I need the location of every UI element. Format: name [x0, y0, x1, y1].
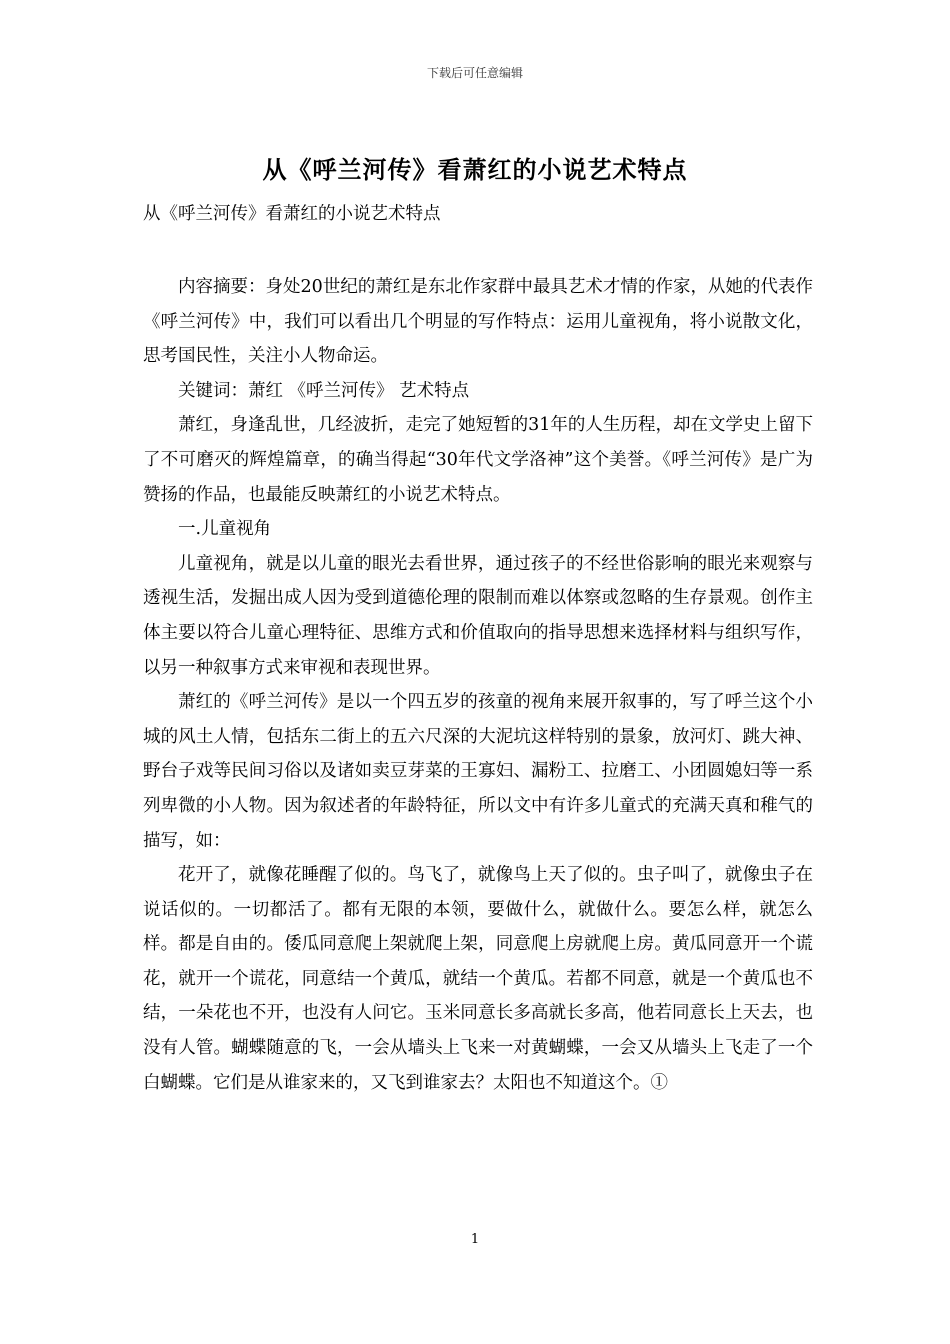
page-number: 1 — [470, 1232, 480, 1247]
page-header-note: 下载后可任意编辑 — [426, 66, 523, 80]
body-paragraph: 儿童视角，就是以儿童的眼光去看世界，通过孩子的不经世俗影响的眼光来观察与透视生活，发掘出成人因为受到道德伦理的限制而难以体察或忽略的生存景观。创作主体主要以符合儿童心理特征、思维方式和价值取向的指导思想来选择材料与组织写作，以另一种叙事方式来审视和表现世界。 — [143, 553, 813, 678]
body-paragraph: 萧红的《呼兰河传》是以一个四五岁的孩童的视角来展开叙事的，写了呼兰这个小城的风土人情，包括东二街上的五六尺深的大泥坑这样特别的景象，放河灯、跳大神、野台子戏等民间习俗以及诸如卖豆芽菜的王寡妇、漏粉工、拉磨工、小团圆媳妇等一系列卑微的小人物。因为叙述者的年龄特征，所以文中有许多儿童式的充满天真和稚气的描写，如： — [143, 692, 813, 851]
document-subtitle: 从《呼兰河传》看萧红的小说艺术特点 — [143, 204, 441, 224]
document-body — [143, 270, 813, 1100]
quote-paragraph: 花开了，就像花睡醒了似的。鸟飞了，就像鸟上天了似的。虫子叫了，就像虫子在说话似的。一切都活了。都有无限的本领，要做什么，就做什么。要怎么样，就怎么样。都是自由的。倭瓜同意爬上架就爬上架，同意爬上房就爬上房。黄瓜同意开一个谎花，就开一个谎花，同意结一个黄瓜，就结一个黄瓜。若都不同意，就是一个黄瓜也不结，一朵花也不开，也没有人问它。玉米同意长多高就长多高，他若同意长上天去，也没有人管。蝴蝶随意的飞，一会从墙头上飞来一对黄蝴蝶，一会又从墙头上飞走了一个白蝴蝶。它们是从谁家来的，又飞到谁家去？太阳也不知道这个。① — [143, 865, 813, 1093]
intro-paragraph: 萧红，身逢乱世，几经波折，走完了她短暂的31年的人生历程，却在文学史上留下了不可磨灭的辉煌篇章，的确当得起“30年代文学洛神”这个美誉。《呼兰河传》是广为赞扬的作品，也最能反映萧红的小说艺术特点。 — [143, 415, 813, 505]
section-heading: 一.儿童视角 — [178, 519, 272, 540]
document-title: 从《呼兰河传》看萧红的小说艺术特点 — [262, 155, 688, 184]
keywords-paragraph: 关键词：萧红 《呼兰河传》 艺术特点 — [178, 380, 470, 401]
abstract-paragraph: 内容摘要：身处20世纪的萧红是东北作家群中最具艺术才情的作家，从她的代表作《呼兰河传》中，我们可以看出几个明显的写作特点：运用儿童视角，将小说散文化，思考国民性，关注小人物命运。 — [143, 277, 813, 367]
